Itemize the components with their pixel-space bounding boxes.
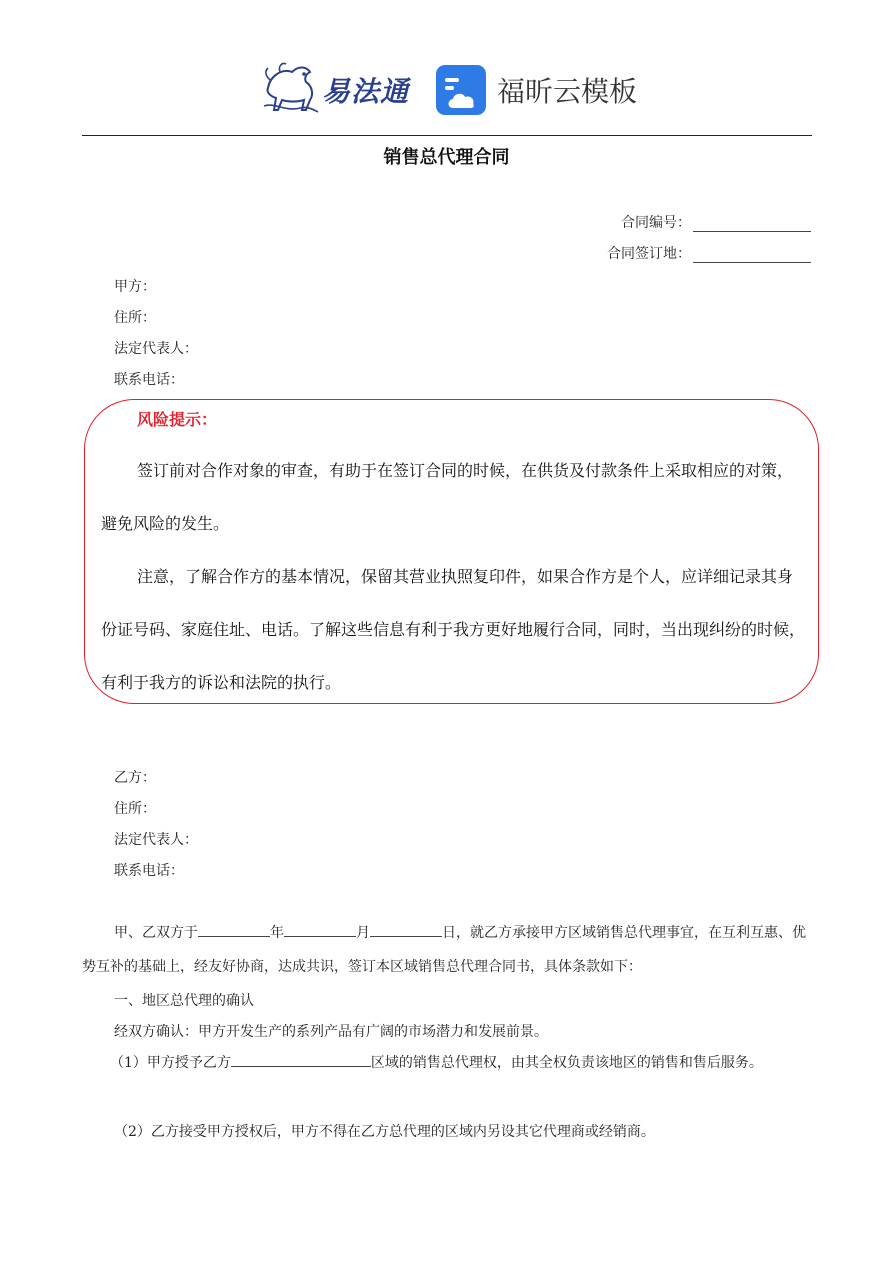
section-1-heading: 一、地区总代理的确认 [114, 993, 254, 1009]
yifatong-logo [260, 58, 420, 122]
party-a-representative: 法定代表人： [114, 341, 198, 357]
region-blank[interactable] [231, 1051, 371, 1067]
clause-1 [82, 1046, 812, 1080]
section-1-confirmation: 经双方确认：甲方开发生产的系列产品有广阔的市场潜力和发展前景。 [114, 1024, 548, 1040]
party-b-address: 住所： [114, 801, 156, 817]
party-b-representative: 法定代表人： [114, 832, 198, 848]
clause-2: （2）乙方接受甲方授权后，甲方不得在乙方总代理的区域内另设其它代理商或经销商。 [114, 1124, 655, 1140]
party-a-phone: 联系电话： [114, 372, 184, 388]
party-b-name: 乙方： [114, 770, 156, 786]
sign-place-row [607, 243, 811, 263]
yifatong-logo-text: 易法通 [322, 75, 410, 108]
year-blank[interactable] [198, 921, 270, 937]
fuxin-logo [435, 64, 645, 120]
header-divider [82, 135, 812, 136]
fuxin-logo-text: 福昕云模板 [497, 75, 638, 108]
party-b-phone: 联系电话： [114, 863, 184, 879]
clause-1-text-b: 区域的销售总代理权，由其全权负责该地区的销售和售后服务。 [370, 1055, 763, 1071]
party-a-address: 住所： [114, 310, 156, 326]
contract-number-blank[interactable] [693, 217, 811, 232]
intro-year: 年 [270, 925, 284, 941]
header-logos [260, 58, 640, 122]
month-blank[interactable] [284, 921, 356, 937]
contract-number-row [621, 212, 811, 232]
clause-1-text-a: （1）甲方授予乙方 [110, 1055, 231, 1071]
risk-notice-title: 风险提示： [137, 410, 218, 429]
day-blank[interactable] [370, 921, 442, 937]
intro-paragraph [82, 916, 812, 984]
intro-text-b: 日，就乙方承接甲方区域销售总代理事宜，在互利互惠、优势互补的基础上，经友好协商，达成共识，签订本区域销售总代理合同书，具体条款如下： [82, 925, 806, 975]
sign-place-label: 合同签订地： [607, 246, 691, 262]
intro-month: 月 [356, 925, 370, 941]
contract-number-label: 合同编号： [621, 215, 691, 231]
intro-text-a: 甲、乙双方于 [114, 925, 198, 941]
risk-notice-paragraph-1: 签订前对合作对象的审查，有助于在签订合同的时候，在供货及付款条件上采取相应的对策，避免风险的发生。 [101, 461, 794, 533]
risk-notice-paragraph-2: 注意，了解合作方的基本情况，保留其营业执照复印件，如果合作方是个人，应详细记录其身份证号码、家庭住址、电话。了解这些信息有利于我方更好地履行合同，同时，当出现纠纷的时候，有利于我方的诉讼和法院的执行。 [101, 567, 806, 692]
cloud-doc-icon [435, 64, 487, 116]
sign-place-blank[interactable] [693, 248, 811, 263]
qilin-icon [260, 58, 322, 118]
party-a-name: 甲方： [114, 279, 156, 295]
document-title: 销售总代理合同 [383, 147, 510, 168]
